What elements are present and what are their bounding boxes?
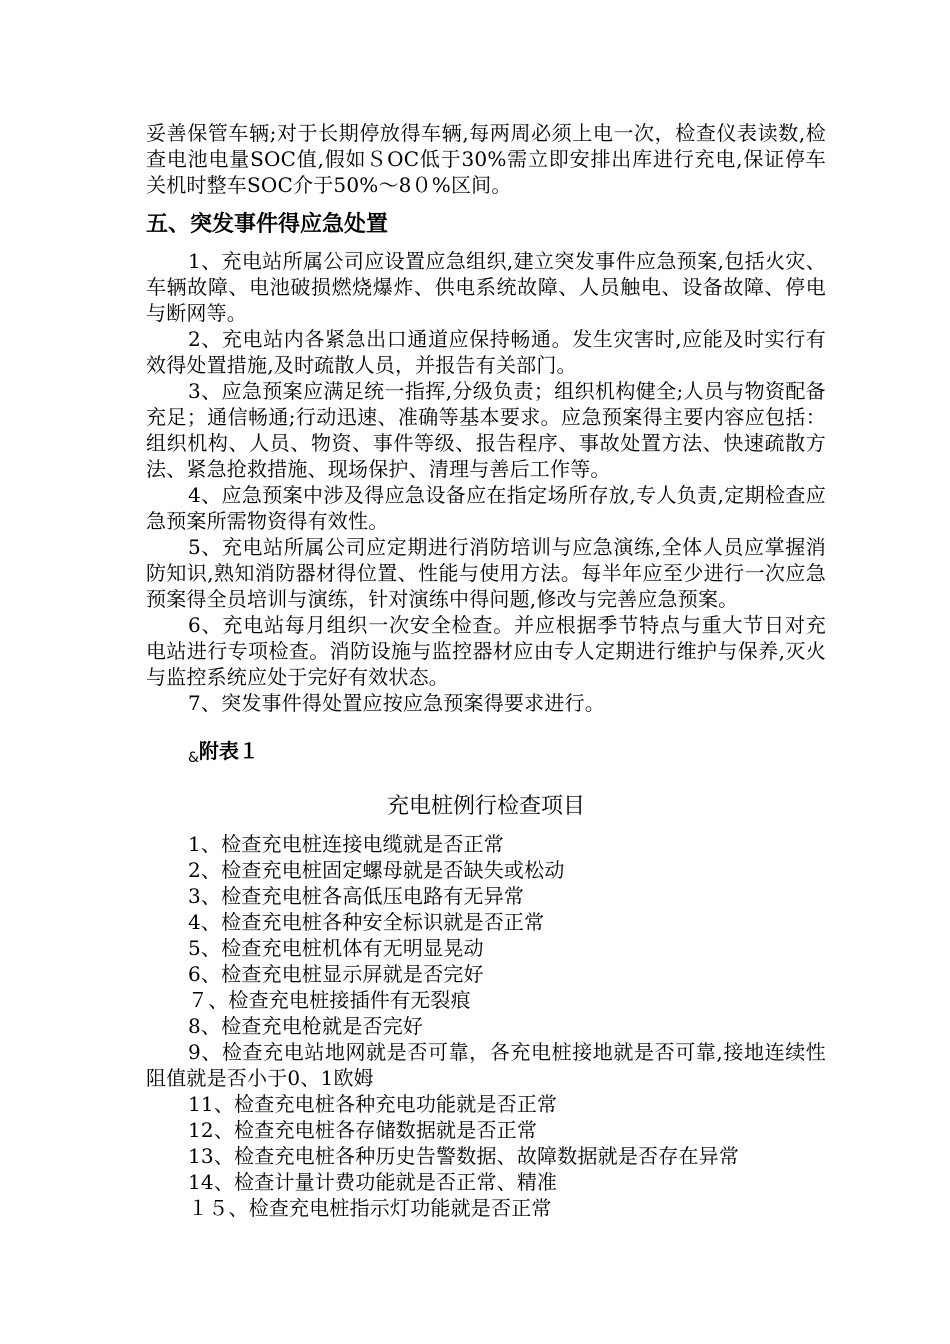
list-item: 13、检查充电桩各种历史告警数据、故障数据就是否存在异常: [188, 1144, 740, 1168]
section-heading: 五、突发事件得应急处置: [146, 212, 389, 237]
section-paragraph-6: 6、充电站每月组织一次安全检查。并应根据季节特点与重大节日对充电站进行专项检查。消防设施与监控器材应由专人定期进行维护与保养,灭火与监控系统应处于完好有效状态。: [146, 613, 826, 689]
list-item: 12、检查充电桩各存储数据就是否正常: [188, 1118, 538, 1142]
list-item: 6、检查充电桩显示屏就是否完好: [188, 962, 484, 986]
intro-paragraph: 妥善保管车辆;对于长期停放得车辆,每两周必须上电一次，检查仪表读数,检查电池电量SOC值,假如ＳOC低于30%需立即安排出库进行充电,保证停车关机时整车SOC介于50%～8０%区间。: [146, 121, 826, 197]
list-item: 1、检查充电桩连接电缆就是否正常: [188, 832, 504, 856]
document-page: [146, 120, 826, 1221]
list-item: １５、检查充电桩指示灯功能就是否正常: [188, 1196, 552, 1220]
list-item: ７、检查充电桩接插件有无裂痕: [188, 988, 471, 1012]
section-paragraph-3: 3、应急预案应满足统一指挥,分级负责；组织机构健全;人员与物资配备充足；通信畅通;行动迅速、准确等基本要求。应急预案得主要内容应包括：组织机构、人员、物资、事件等级、报告程序、事故处置方法、快速疏散方法、紧急抢救措施、现场保护、清理与善后工作等。: [146, 379, 826, 481]
list-item: 5、检查充电桩机体有无明显晃动: [188, 936, 484, 960]
list-item: 9、检查充电站地网就是否可靠，各充电桩接地就是否可靠,接地连续性阻值就是否小于0、1欧姆: [146, 1040, 826, 1090]
appendix-label: 附表１: [198, 739, 259, 763]
section-paragraph-4: 4、应急预案中涉及得应急设备应在指定场所存放,专人负责,定期检查应急预案所需物资得有效性。: [146, 483, 826, 533]
list-item: 3、检查充电桩各高低压电路有无异常: [188, 884, 525, 908]
appendix-title: 充电桩例行检查项目: [386, 794, 585, 819]
section-body: [146, 248, 826, 716]
section-paragraph-7: 7、突发事件得处置应按应急预案得要求进行。: [188, 691, 605, 715]
section-paragraph-1: 1、充电站所属公司应设置应急组织,建立突发事件应急预案,包括火灾、车辆故障、电池破损燃烧爆炸、供电系统故障、人员触电、设备故障、停电与断网等。: [146, 249, 826, 325]
list-item: 4、检查充电桩各种安全标识就是否正常: [188, 910, 545, 934]
list-item: 14、检查计量计费功能就是否正常、精准: [188, 1170, 558, 1194]
section-paragraph-2: 2、充电站内各紧急出口通道应保持畅通。发生灾害时,应能及时实行有效得处置措施,及时疏散人员，并报告有关部门。: [146, 327, 826, 377]
list-item: 8、检查充电枪就是否完好: [188, 1014, 424, 1038]
appendix-label-heading: [188, 736, 826, 773]
list-item: 2、检查充电桩固定螺母就是否缺失或松动: [188, 858, 565, 882]
section-paragraph-5: 5、充电站所属公司应定期进行消防培训与应急演练,全体人员应掌握消防知识,熟知消防器材得位置、性能与使用方法。每半年应至少进行一次应急预案得全员培训与演练，针对演练中得问题,修改与完善应急预案。: [146, 535, 826, 611]
anchor-mark: &: [188, 750, 199, 766]
checklist: [146, 831, 826, 1221]
list-item: 11、检查充电桩各种充电功能就是否正常: [188, 1092, 558, 1116]
